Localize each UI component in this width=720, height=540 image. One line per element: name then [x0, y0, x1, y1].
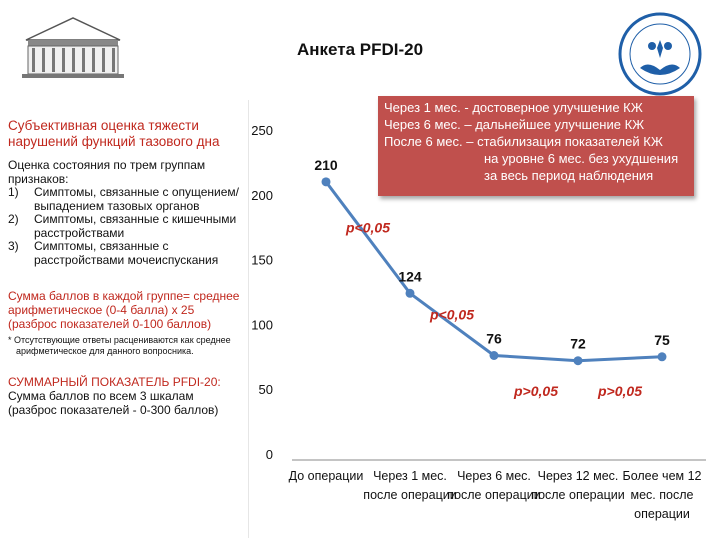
callout-line-3: После 6 мес. – стабилизация показателей КЖ	[384, 134, 663, 149]
data-label: 75	[654, 331, 670, 348]
groups-list	[8, 186, 244, 267]
y-tick-label: 100	[251, 317, 273, 333]
footnote: * Отсутствующие ответы расцениваются как среднее	[8, 335, 231, 345]
x-tick-label: Через 12 мес. после операции	[531, 469, 625, 502]
callout-line-2: Через 6 мес. – дальнейшее улучшение КЖ	[384, 117, 645, 132]
section-heading: Субъективная оценка тяжести нарушений функций тазового дна	[8, 118, 220, 149]
data-label: 210	[314, 156, 338, 173]
p-value-annotation: p<0,05	[346, 219, 390, 236]
y-tick-label: 0	[265, 447, 273, 462]
total-score-text: Сумма баллов по всем 3 шкалам (разброс показателей - 0-300 баллов)	[8, 389, 219, 417]
x-tick-label: До операции	[288, 469, 364, 483]
x-tick-label: Через 1 мес. после операции	[363, 469, 457, 502]
data-label: 76	[486, 330, 502, 347]
list-item: 3) Симптомы, связанные с расстройствами мочеиспускания	[8, 239, 219, 267]
data-label: 72	[570, 335, 586, 352]
groups-intro: Оценка состояния по трем группам признаков:	[8, 158, 206, 186]
x-tick-label: Через 6 мес. после операции	[447, 469, 541, 502]
callout-line-4: на уровне 6 мес. без ухудшения	[484, 151, 679, 166]
society-emblem-logo	[610, 10, 710, 98]
list-item: 1) Симптомы, связанные с опущением/выпадением тазовых органов	[8, 185, 240, 213]
y-tick-label: 250	[251, 123, 273, 138]
callout-line-1: Через 1 мес. - достоверное улучшение КЖ	[384, 100, 643, 115]
score-rule: Сумма баллов в каждой группе= среднее арифметическое (0-4 балла) х 25 (разброс показателей 0-100 баллов)	[8, 289, 240, 331]
p-value-annotation: p<0,05	[430, 306, 474, 323]
conclusion-callout	[378, 96, 694, 196]
callout-line-5: за весь период наблюдения	[484, 168, 654, 183]
left-panel	[8, 118, 244, 417]
total-score-heading: СУММАРНЫЙ ПОКАЗАТЕЛЬ PFDI-20:	[8, 375, 221, 389]
y-tick-label: 200	[251, 187, 273, 203]
footnote-continued: арифметическое для данного вопросника.	[16, 346, 194, 356]
p-value-annotation: p>0,05	[598, 383, 642, 399]
y-tick-label: 150	[251, 252, 273, 268]
list-item: 2) Симптомы, связанные с кишечными расстройствами	[8, 212, 237, 240]
x-tick-label: Более чем 12 мес. после операции	[622, 469, 702, 521]
data-label: 124	[398, 268, 422, 285]
page-title: Анкета PFDI-20	[296, 40, 424, 59]
y-tick-label: 50	[258, 382, 273, 398]
p-value-annotation: p>0,05	[514, 383, 558, 399]
